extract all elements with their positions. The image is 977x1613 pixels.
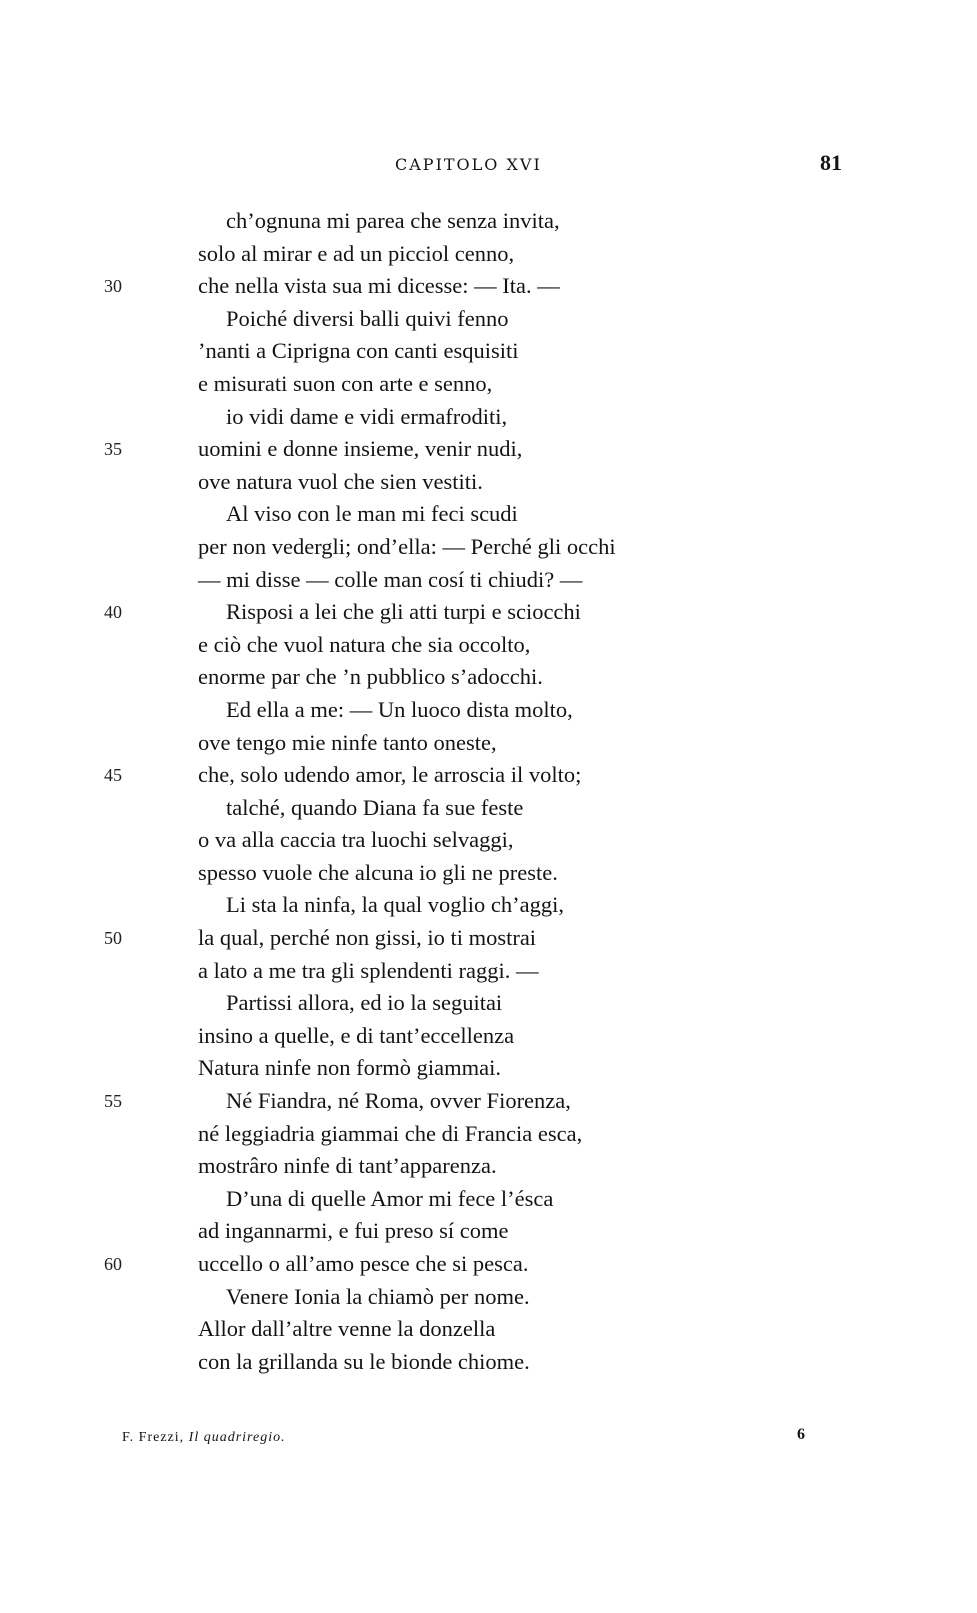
verse-line-text: Partissi allora, ed io la seguitai <box>226 990 503 1016</box>
verse-line-text: a lato a me tra gli splendenti raggi. — <box>198 957 539 983</box>
verse-line-text: e ciò che vuol natura che sia occolto, <box>198 631 531 657</box>
verse-line-text: enorme par che ’n pubblico s’adocchi. <box>198 664 543 690</box>
verse-line-text: spesso vuole che alcuna io gli ne preste. <box>198 859 558 885</box>
verse-line <box>0 401 977 434</box>
verse-line-text: la qual, perché non gissi, io ti mostrai <box>198 925 537 951</box>
verse-line <box>0 1020 977 1053</box>
verse-line <box>0 955 977 988</box>
verse-line <box>0 564 977 597</box>
verse-line-text: con la grillanda su le bionde chiome. <box>198 1348 530 1374</box>
line-number: 45 <box>104 765 122 786</box>
verse-line <box>0 727 977 760</box>
verse-line <box>0 368 977 401</box>
line-number: 55 <box>104 1091 122 1112</box>
verse-line-text: mostrâro ninfe di tant’apparenza. <box>198 1153 497 1179</box>
verse-line-text: ch’ognuna mi parea che senza invita, <box>226 208 560 233</box>
verse-line <box>0 987 977 1020</box>
verse-line <box>0 1085 977 1118</box>
running-head: CAPITOLO XVI <box>395 155 542 174</box>
verse-line <box>0 629 977 662</box>
verse-line-text: D’una di quelle Amor mi fece l’ésca <box>226 1185 554 1211</box>
verse-line <box>0 857 977 890</box>
verse-line <box>0 1183 977 1216</box>
verse-line <box>0 792 977 825</box>
verse-line <box>0 1248 977 1281</box>
verse-line-text: Ed ella a me: — Un luoco dista molto, <box>226 696 573 722</box>
line-number: 60 <box>104 1254 122 1274</box>
line-number: 30 <box>104 276 122 297</box>
verse-line-text: Venere Ionia la chiamò per nome. <box>226 1283 530 1309</box>
verse-line <box>0 1052 977 1085</box>
verse-line-text: ove natura vuol che sien vestiti. <box>198 468 483 494</box>
verse-line <box>0 922 977 955</box>
verse-line-text: e misurati suon con arte e senno, <box>198 370 493 396</box>
line-number: 50 <box>104 928 122 949</box>
verse-line <box>0 466 977 499</box>
verse-line-text: che nella vista sua mi dicesse: — Ita. — <box>198 273 560 299</box>
verse-line <box>0 1346 977 1379</box>
verse-line <box>0 205 977 238</box>
footer-citation <box>122 1430 286 1446</box>
poem-text <box>0 205 977 1378</box>
verse-line-text: io vidi dame e vidi ermafroditi, <box>226 403 508 429</box>
verse-line-text: ’nanti a Ciprigna con canti esquisiti <box>198 338 519 364</box>
verse-line-text: — mi disse — colle man cosí ti chiudi? — <box>198 566 583 592</box>
verse-line-text: uccello o all’amo pesce che si pesca. <box>198 1251 529 1276</box>
verse-line <box>0 661 977 694</box>
page-number: 81 <box>820 150 842 175</box>
verse-line-text: solo al mirar e ad un picciol cenno, <box>198 240 515 266</box>
verse-line <box>0 1313 977 1346</box>
footer-author: F. Frezzi, <box>122 1430 185 1445</box>
verse-line-text: Né Fiandra, né Roma, ovver Fiorenza, <box>226 1088 571 1114</box>
verse-line <box>0 824 977 857</box>
line-number: 35 <box>104 439 122 460</box>
verse-line <box>0 531 977 564</box>
verse-line <box>0 759 977 792</box>
verse-line-text: per non vedergli; ond’ella: — Perché gli occhi <box>198 533 616 559</box>
verse-line-text: né leggiadria giammai che di Francia esca, <box>198 1120 583 1146</box>
verse-line <box>0 694 977 727</box>
verse-line-text: Poiché diversi balli quivi fenno <box>226 305 509 331</box>
verse-line-text: Risposi a lei che gli atti turpi e sciocchi <box>226 599 581 625</box>
verse-line-text: Natura ninfe non formò giammai. <box>198 1055 502 1081</box>
verse-line <box>0 303 977 336</box>
verse-line <box>0 433 977 466</box>
verse-line <box>0 889 977 922</box>
verse-line <box>0 1281 977 1314</box>
verse-line-text: ad ingannarmi, e fui preso sí come <box>198 1218 509 1244</box>
verse-line-text: uomini e donne insieme, venir nudi, <box>198 436 523 462</box>
verse-line-text: Al viso con le man mi feci scudi <box>226 501 518 527</box>
verse-line-text: ove tengo mie ninfe tanto oneste, <box>198 729 497 755</box>
verse-line-text: o va alla caccia tra luochi selvaggi, <box>198 827 514 853</box>
verse-line-text: talché, quando Diana fa sue feste <box>226 794 524 820</box>
verse-line-text: che, solo udendo amor, le arroscia il volto; <box>198 762 582 788</box>
verse-line <box>0 238 977 271</box>
signature-mark: 6 <box>797 1426 805 1443</box>
verse-line-text: insino a quelle, e di tant’eccellenza <box>198 1022 515 1048</box>
verse-line <box>0 270 977 303</box>
verse-line-text: Allor dall’altre venne la donzella <box>198 1316 496 1342</box>
verse-line <box>0 1150 977 1183</box>
verse-line-text: Li sta la ninfa, la qual voglio ch’aggi, <box>226 892 565 918</box>
verse-line <box>0 596 977 629</box>
footer-title: Il quadriregio. <box>188 1430 286 1445</box>
verse-line <box>0 1215 977 1248</box>
line-number: 40 <box>104 602 122 623</box>
verse-line <box>0 498 977 531</box>
verse-line <box>0 335 977 368</box>
verse-line <box>0 1118 977 1151</box>
